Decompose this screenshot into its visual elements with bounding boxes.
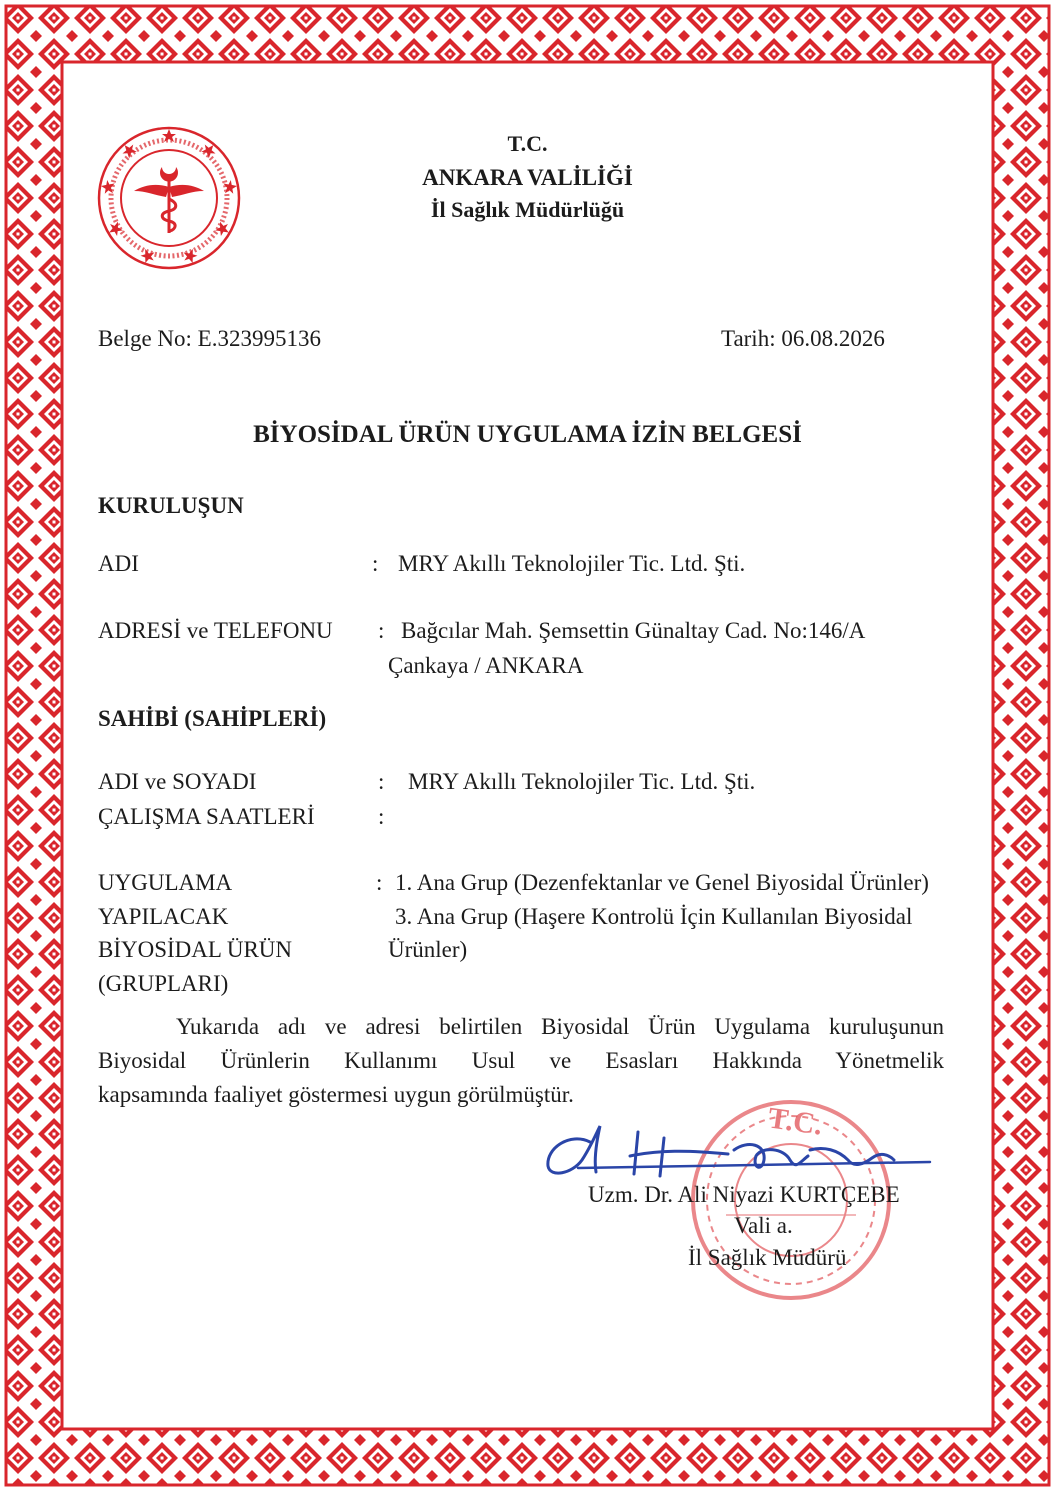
paragraph-line-2: Biyosidal Ürünlerin Kullanımı Usul ve Esasları Hakkında Yönetmelik: [98, 1048, 944, 1073]
header-line-1: T.C.: [507, 131, 548, 156]
field-label-groups-line-4: (GRUPLARI): [98, 971, 229, 996]
field-separator: :: [372, 551, 379, 576]
field-label-groups-line-3: BİYOSİDAL ÜRÜN: [98, 937, 293, 962]
field-separator: :: [378, 618, 385, 643]
field-value-address-line-1: Bağcılar Mah. Şemsettin Günaltay Cad. No:146/A: [401, 618, 866, 643]
field-value-group-1: 1. Ana Grup (Dezenfektanlar ve Genel Biyosidal Ürünler): [395, 870, 929, 895]
signatory-role-2: İl Sağlık Müdürü: [688, 1245, 847, 1270]
field-value-name: MRY Akıllı Teknolojiler Tic. Ltd. Şti.: [398, 551, 746, 576]
field-value-address-line-2: Çankaya / ANKARA: [388, 653, 584, 678]
document-title: BİYOSİDAL ÜRÜN UYGULAMA İZİN BELGESİ: [253, 421, 802, 448]
signatory-name: Uzm. Dr. Ali Niyazi KURTÇEBE: [588, 1182, 900, 1207]
field-value-group-3-line-2: Ürünler): [388, 937, 468, 962]
field-label-owner-name: ADI ve SOYADI: [98, 769, 257, 794]
field-value-owner-name: MRY Akıllı Teknolojiler Tic. Ltd. Şti.: [408, 769, 756, 794]
field-label-groups-line-2: YAPILACAK: [98, 904, 229, 929]
paragraph-line-1: Yukarıda adı ve adresi belirtilen Biyosidal Ürün Uygulama kuruluşunun: [176, 1014, 944, 1039]
field-value-group-3-line-1: 3. Ana Grup (Haşere Kontrolü İçin Kullanılan Biyosidal: [395, 904, 913, 929]
paragraph-line-3: kapsamında faaliyet göstermesi uygun görülmüştür.: [98, 1082, 574, 1107]
signature-icon: [538, 1120, 938, 1190]
header-line-2: ANKARA VALİLİĞİ: [422, 165, 633, 190]
field-label-name: ADI: [98, 551, 139, 576]
document-number: Belge No: E.323995136: [98, 326, 321, 351]
field-label-groups-line-1: UYGULAMA: [98, 870, 233, 895]
field-separator: :: [378, 769, 385, 794]
signatory-role-1: Vali a.: [734, 1213, 793, 1238]
field-label-working-hours: ÇALIŞMA SAATLERİ: [98, 804, 315, 829]
field-separator: :: [378, 804, 385, 829]
stamp-text: T.C.: [766, 1101, 825, 1142]
section-heading-owners: SAHİBİ (SAHİPLERİ): [98, 706, 327, 731]
field-label-address: ADRESİ ve TELEFONU: [98, 618, 333, 643]
header-line-3: İl Sağlık Müdürlüğü: [430, 197, 625, 222]
document-date: Tarih: 06.08.2026: [721, 326, 885, 351]
field-separator: :: [376, 870, 383, 895]
section-heading-kurulus: KURULUŞUN: [98, 493, 244, 518]
